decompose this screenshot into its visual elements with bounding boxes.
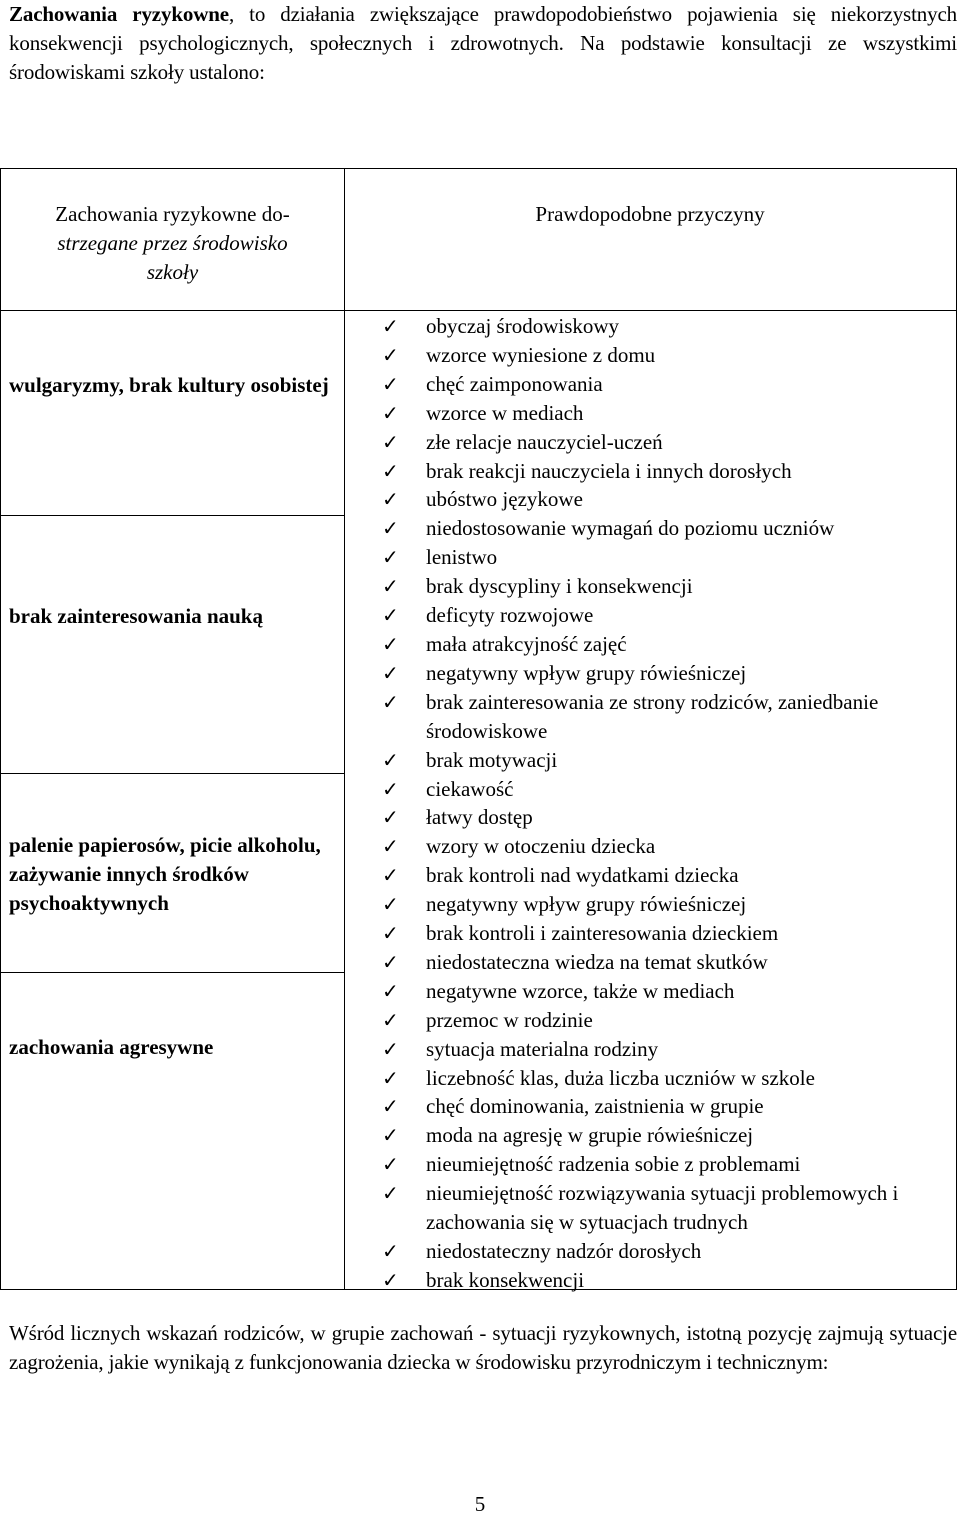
risk-item: wulgaryzmy, brak kultury osobistej xyxy=(9,373,329,397)
cause-text: ubóstwo językowe xyxy=(426,487,583,512)
cause-text: niedostosowanie wymagań do poziomu uczniów xyxy=(426,516,835,541)
risk-item: zachowania agresywne xyxy=(9,1035,214,1059)
header-probable-causes: Prawdopodobne przyczyny xyxy=(535,202,765,226)
cause-text: brak motywacji xyxy=(426,747,558,772)
checkmark-icon: ✓ xyxy=(382,892,399,917)
checkmark-icon: ✓ xyxy=(382,371,399,396)
checkmark-icon: ✓ xyxy=(382,1152,399,1177)
cause-item xyxy=(382,1179,942,1237)
cause-text: moda na agresję w grupie rówieśniczej xyxy=(426,1123,754,1148)
checkmark-icon: ✓ xyxy=(382,834,399,859)
checkmark-icon: ✓ xyxy=(382,805,399,830)
cause-text: brak kontroli i zainteresowania dzieckiem xyxy=(426,921,779,946)
cause-text: lenistwo xyxy=(426,545,498,570)
checkmark-icon: ✓ xyxy=(382,1181,399,1206)
cause-text: złe relacje nauczyciel-uczeń xyxy=(426,429,663,454)
cause-text: niedostateczna wiedza na temat skutków xyxy=(426,949,768,974)
cause-item xyxy=(382,746,942,775)
checkmark-icon: ✓ xyxy=(382,1065,399,1090)
cause-item xyxy=(382,1237,942,1266)
cause-item xyxy=(382,1035,942,1064)
cause-text: deficyty rozwojowe xyxy=(426,603,594,628)
cause-text: obyczaj środowiskowy xyxy=(426,314,620,338)
cause-item xyxy=(382,428,942,457)
row-divider-3 xyxy=(1,972,344,973)
checkmark-icon: ✓ xyxy=(382,1267,399,1292)
checkmark-icon: ✓ xyxy=(382,747,399,772)
cause-text: chęć zaimponowania xyxy=(426,371,603,396)
cause-item xyxy=(382,1150,942,1179)
cause-item xyxy=(382,485,942,514)
header-left-line-2: strzegane przez środowisko xyxy=(57,231,288,255)
cause-item xyxy=(382,659,942,688)
cause-item xyxy=(382,457,942,486)
checkmark-icon: ✓ xyxy=(382,660,399,685)
cause-text: brak konsekwencji xyxy=(426,1267,585,1292)
cause-item xyxy=(382,1266,942,1295)
page-number: 5 xyxy=(474,1492,486,1516)
cause-item xyxy=(382,630,942,659)
cause-item xyxy=(382,803,942,832)
cause-item xyxy=(382,1064,942,1093)
cause-item xyxy=(382,1006,942,1035)
checkmark-icon: ✓ xyxy=(382,487,399,512)
cause-text: sytuacja materialna rodziny xyxy=(426,1036,659,1061)
cause-text: brak zainteresowania ze strony rodziców, zaniedbanie środowiskowe xyxy=(426,689,879,743)
checkmark-icon: ✓ xyxy=(382,429,399,454)
cause-text: brak kontroli nad wydatkami dziecka xyxy=(426,863,739,888)
cause-item xyxy=(382,370,942,399)
intro-text: , to działania zwiększające prawdopodobieństwo pojawienia się niekorzystnych konsekwencji psychologicznych, społecznych i zdrowotnych. Na podstawie konsultacji ze wszystkimi środowiskami szkoły ustalono: xyxy=(9,2,957,84)
checkmark-icon: ✓ xyxy=(382,516,399,541)
risk-item: brak zainteresowania nauką xyxy=(9,604,263,628)
cause-item xyxy=(382,688,942,746)
cause-item xyxy=(382,977,942,1006)
cause-item xyxy=(382,341,942,370)
cause-item xyxy=(382,861,942,890)
cause-text: wzorce w mediach xyxy=(426,400,584,425)
header-risk-behaviours xyxy=(1,200,344,287)
cause-text: negatywny wpływ grupy rówieśniczej xyxy=(426,892,747,917)
cause-text: negatywny wpływ grupy rówieśniczej xyxy=(426,660,747,685)
checkmark-icon: ✓ xyxy=(382,631,399,656)
cause-item xyxy=(382,601,942,630)
checkmark-icon: ✓ xyxy=(382,342,399,367)
cause-item xyxy=(382,399,942,428)
checkmark-icon: ✓ xyxy=(382,458,399,483)
header-left-line-1: Zachowania ryzykowne do- xyxy=(55,202,290,226)
checkmark-icon: ✓ xyxy=(382,545,399,570)
risk-item: palenie papierosów, picie alkoholu, zażywanie innych środków psychoaktywnych xyxy=(9,833,321,915)
checkmark-icon: ✓ xyxy=(382,400,399,425)
cause-text: nieumiejętność radzenia sobie z problemami xyxy=(426,1152,801,1177)
row-divider-2 xyxy=(1,773,344,774)
cause-text: negatywne wzorce, także w mediach xyxy=(426,978,735,1003)
cause-text: przemoc w rodzinie xyxy=(426,1007,593,1032)
checkmark-icon: ✓ xyxy=(382,574,399,599)
cause-item xyxy=(382,832,942,861)
checkmark-icon: ✓ xyxy=(382,921,399,946)
checkmark-icon: ✓ xyxy=(382,863,399,888)
cause-item xyxy=(382,514,942,543)
cause-item xyxy=(382,543,942,572)
cause-item xyxy=(382,948,942,977)
cause-text: liczebność klas, duża liczba uczniów w szkole xyxy=(426,1065,815,1090)
checkmark-icon: ✓ xyxy=(382,603,399,628)
checkmark-icon: ✓ xyxy=(382,1007,399,1032)
cause-text: mała atrakcyjność zajęć xyxy=(426,631,627,656)
cause-text: wzorce wyniesione z domu xyxy=(426,342,656,367)
closing-paragraph: Wśród licznych wskazań rodziców, w grupie zachowań - sytuacji ryzykownych, istotną pozycję zajmują sytuacje zagrożenia, jakie wynikają z funkcjonowania dziecka w środowisku przyrodniczym i technicznym: xyxy=(9,1321,957,1374)
cause-text: nieumiejętność rozwiązywania sytuacji problemowych i zachowania się w sytuacjach trudnych xyxy=(426,1181,899,1235)
cause-text: łatwy dostęp xyxy=(426,805,533,830)
cause-text: niedostateczny nadzór dorosłych xyxy=(426,1239,702,1263)
cause-text: ciekawość xyxy=(426,776,514,801)
cause-item xyxy=(382,1121,942,1150)
checkmark-icon: ✓ xyxy=(382,776,399,801)
cause-item xyxy=(382,890,942,919)
column-divider xyxy=(344,169,345,1289)
intro-paragraph xyxy=(9,0,957,87)
checkmark-icon: ✓ xyxy=(382,1123,399,1148)
causes-list xyxy=(382,312,942,1295)
row-divider-1 xyxy=(1,515,344,516)
checkmark-icon: ✓ xyxy=(382,978,399,1003)
cause-text: wzory w otoczeniu dziecka xyxy=(426,834,656,859)
cause-item xyxy=(382,919,942,948)
cause-text: chęć dominowania, zaistnienia w grupie xyxy=(426,1094,764,1119)
cause-item xyxy=(382,312,942,341)
checkmark-icon: ✓ xyxy=(382,949,399,974)
cause-item xyxy=(382,572,942,601)
header-divider xyxy=(1,310,956,311)
cause-text: brak reakcji nauczyciela i innych dorosłych xyxy=(426,458,792,483)
header-left-line-3: szkoły xyxy=(146,260,199,284)
intro-bold-term: Zachowania ryzykowne xyxy=(9,2,229,26)
cause-item xyxy=(382,1092,942,1121)
checkmark-icon: ✓ xyxy=(382,1094,399,1119)
cause-text: brak dyscypliny i konsekwencji xyxy=(426,574,693,599)
checkmark-icon: ✓ xyxy=(382,689,399,714)
cause-item xyxy=(382,775,942,804)
checkmark-icon: ✓ xyxy=(382,1239,399,1263)
checkmark-icon: ✓ xyxy=(382,314,399,338)
checkmark-icon: ✓ xyxy=(382,1036,399,1061)
